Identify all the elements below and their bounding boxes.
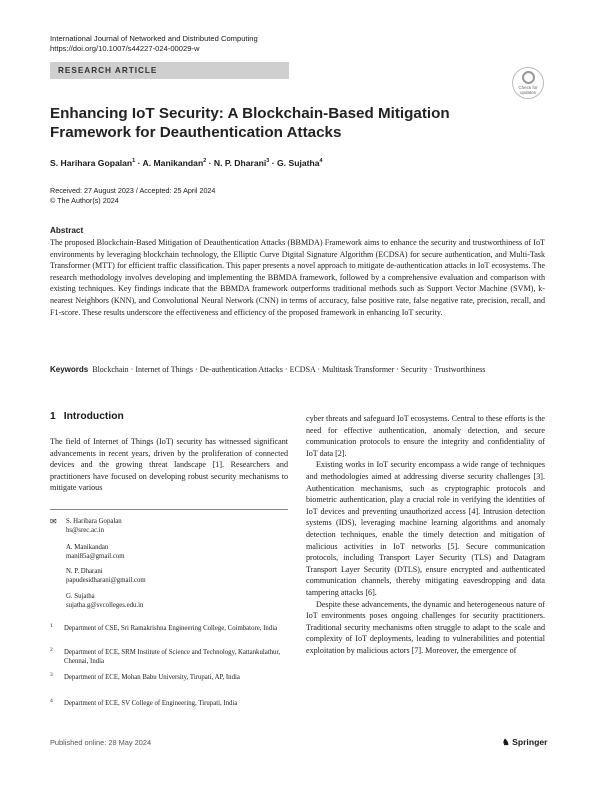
affiliation-number: 2 (50, 647, 53, 653)
received-dates: Received: 27 August 2023 / Accepted: 25 April 2024 (50, 186, 216, 195)
author-affiliation-mark: 2 (203, 158, 207, 165)
affiliation-number: 1 (50, 623, 53, 629)
contact-entry (66, 567, 146, 585)
check-for-updates-badge[interactable] (512, 67, 544, 99)
affiliation-text: Department of ECE, SRM Institute of Science and Technology, Kattankulathur, Chennai, India (64, 649, 281, 665)
contact-name: S. Haribara Gopalan (66, 518, 122, 525)
affiliation-text: Department of ECE, SV College of Engineering, Tirupati, India (64, 700, 238, 707)
badge-line1: Check for (518, 85, 538, 90)
contact-name: G. Sujatha (66, 593, 95, 600)
contact-entry (66, 592, 143, 610)
published-online: Published online: 28 May 2024 (50, 738, 152, 747)
contact-entry (66, 543, 125, 561)
author-name: S. Harihara Gopalan (50, 158, 133, 168)
keywords-label: Keywords (50, 365, 89, 374)
paragraph: Despite these advancements, the dynamic and heterogeneous nature of IoT environments poses ongoing challenges for security practitioners. Traditional security mechanisms often struggle to adapt to the scale and complexity of IoT deployments, leading to vulnerabilities and potential exploitation by malicious actors [7]. Moreover, the emergence of (306, 599, 545, 655)
abstract-text: The proposed Blockchain-Based Mitigation of Deauthentication Attacks (BBMDA) Framework aims to enhance the security and trustworthiness of IoT environments by leveraging blockchain technology, the Elliptic Curve Digital Signature Algorithm (ECDSA) for secure authentication, and Multi-Task Transformer (MTT) for efficient traffic classification. This paper presents a novel approach to mitigate de-authentication attacks in IoT ecosystems. The research methodology involves developing and implementing the BBMDA framework, followed by a comprehensive evaluation and comparison with existing techniques. Key findings indicate that the BBMDA framework outperforms traditional methods such as Support Vector Machine (SVM), k-nearest Neighbors (KNN), and Convolutional Neural Network (CNN) in terms of accuracy, false positive rate, false negative rate, precision, recall, and F1-score. These results underscore the effectiveness and efficiency of the proposed framework in enhancing IoT security. (50, 238, 545, 317)
envelope-icon: ✉ (50, 517, 57, 526)
author-name: G. Sujatha (277, 158, 320, 168)
author-affiliation-mark: 3 (266, 158, 270, 165)
copyright-notice: © The Author(s) 2024 (50, 196, 119, 205)
keywords-block (50, 364, 545, 375)
contact-email[interactable]: papudesidharani@gmail.com (66, 577, 146, 584)
springer-horse-icon: ♞ (502, 737, 510, 747)
intro-right-column (306, 413, 545, 656)
contact-name: A. Manikandan (66, 544, 109, 551)
section-number: 1 (50, 411, 56, 422)
contact-name: N. P. Dharani (66, 568, 103, 575)
affiliation-number: 3 (50, 672, 53, 678)
paper-title: Enhancing IoT Security: A Blockchain-Based Mitigation Framework for Deauthentication Attacks (50, 105, 450, 141)
article-type-banner: RESEARCH ARTICLE (50, 62, 289, 79)
paragraph: Existing works in IoT security encompass a wide range of techniques and methodologies aimed at addressing diverse security challenges [3]. Authentication mechanisms, such as cryptographic protocols and biometric authentication, play a crucial role in verifying the identities of IoT devices and preventing unauthorized access [4]. Intrusion detection systems (IDS), leveraging machine learning algorithms and anomaly detection techniques, enable the timely detection and mitigation of malicious activities in IoT networks [5]. Secure communication protocols, including Transport Layer Security (TLS) and Datagram Transport Layer Security (DTLS), ensure encrypted and authenticated communication channels, thereby mitigating eavesdropping and data tampering attacks [6]. (306, 460, 545, 597)
publisher-name: Springer (512, 737, 548, 747)
contact-entry (66, 517, 122, 535)
doi-link[interactable]: https://doi.org/10.1007/s44227-024-00029-w (50, 44, 200, 53)
badge-line2: updates (519, 90, 536, 95)
journal-name: International Journal of Networked and Distributed Computing (50, 34, 258, 43)
section-heading (50, 411, 132, 422)
author-list: S. Harihara Gopalan$^1$ · A. Manikandan$^2$ · N. P. Dharani$^3$ · G. Sujatha$^4$ (50, 158, 323, 168)
author-affiliation-mark: 1 (132, 158, 136, 165)
abstract-heading: Abstract (50, 226, 84, 235)
affiliation-number: 4 (50, 698, 53, 704)
keywords-text: Blockchain · Internet of Things · De-authentication Attacks · ECDSA · Multitask Transformer · Security · Trustworthiness (92, 365, 486, 374)
affiliation-text: Department of CSE, Sri Ramakrishna Engineering College, Coimbatore, India (64, 625, 278, 632)
footnote-divider (50, 509, 288, 510)
paragraph: cyber threats and safeguard IoT ecosystems. Central to these efforts is the need for effective authentication, anomaly detection, and secure communication protocols to ensure the integrity and confidentiality of IoT data [2]. (306, 414, 545, 458)
author-name: N. P. Dharani (213, 158, 267, 168)
author-affiliation-mark: 4 (319, 158, 323, 165)
intro-left-paragraph: The field of Internet of Things (IoT) security has witnessed significant advancements in recent years, driven by the proliferation of connected devices and the growing threat landscape [1]. Researchers and practitioners have focused on developing robust security mechanisms to mitigate various (50, 437, 288, 493)
section-title: Introduction (63, 411, 124, 422)
affiliation-text: Department of ECE, Mohan Babu University, Tirupati, AP, India (64, 674, 240, 681)
author-name: A. Manikandan (142, 158, 204, 168)
contact-email[interactable]: mani85a@gmail.com (66, 553, 125, 560)
contact-email[interactable]: sujatha.g@svcolleges.edu.in (66, 602, 144, 609)
contact-email[interactable]: hs@srec.ac.in (66, 527, 104, 534)
update-badge-icon (522, 71, 535, 84)
publisher-logo (502, 737, 547, 748)
